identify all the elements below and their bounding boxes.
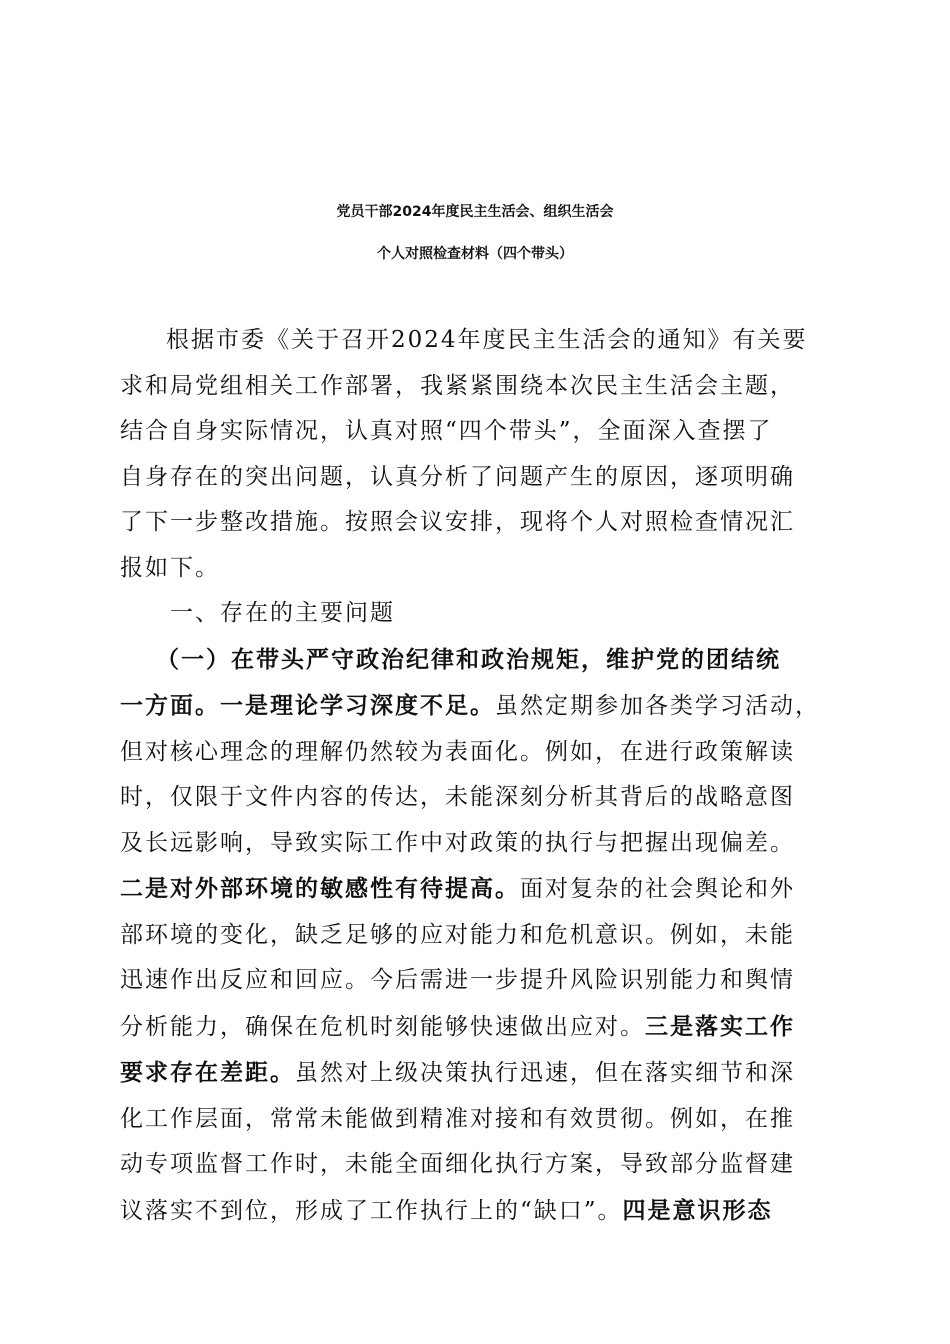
paragraph-text: 议落实不到位，形成了工作执行上的“缺口”。	[120, 1197, 623, 1224]
paragraph-line	[120, 1004, 820, 1051]
problem-paragraph-1	[120, 637, 820, 1235]
paragraph-line: 迅速作出反应和回应。今后需进一步提升风险识别能力和舆情	[120, 967, 795, 993]
intro-line: 求和局党组相关工作部署，我紧紧围绕本次民主生活会主题，	[120, 372, 795, 399]
point-four-bold: 四是意识形态	[622, 1196, 773, 1224]
paragraph-line	[120, 683, 820, 730]
paragraph-line	[120, 866, 820, 913]
document-body	[120, 318, 820, 1234]
paragraph-text: 虽然对上级决策执行迅速，但在落实细节和深	[295, 1060, 795, 1086]
paragraph-text: 面对复杂的社会舆论和外	[520, 876, 795, 902]
paragraph-line	[120, 1050, 820, 1097]
document-title-line-1: 党员干部2024年度民主生活会、组织生活会	[336, 204, 614, 220]
paragraph-line: 及长远影响，导致实际工作中对政策的执行与把握出现偏差。	[120, 829, 795, 856]
intro-line: 根据市委《关于召开2024年度民主生活会的通知》有关要	[166, 327, 808, 353]
intro-line: 了下一步整改措施。按照会议安排，现将个人对照检查情况汇	[120, 509, 795, 535]
paragraph-line	[120, 1188, 820, 1235]
intro-line: 报如下。	[120, 554, 220, 581]
intro-line: 自身存在的突出问题，认真分析了问题产生的原因，逐项明确	[120, 463, 795, 490]
section-heading-main-problems: 一、存在的主要问题	[170, 600, 395, 626]
point-one-bold: 一方面。一是理论学习深度不足。	[120, 692, 495, 719]
paragraph-text: 虽然定期参加各类学习活动，	[495, 693, 820, 719]
point-three-bold-cont: 要求存在差距。	[120, 1059, 295, 1086]
paragraph-line: 部环境的变化，缺乏足够的应对能力和危机意识。例如，未能	[120, 921, 795, 948]
intro-paragraph	[120, 318, 820, 591]
paragraph-line: 时，仅限于文件内容的传达，未能深刻分析其背后的战略意图	[120, 784, 795, 810]
intro-line: 结合自身实际情况，认真对照“四个带头”，全面深入查摆了	[120, 418, 773, 444]
paragraph-text: 分析能力，确保在危机时刻能够快速做出应对。	[120, 1013, 645, 1040]
paragraph-line: 化工作层面，常常未能做到精准对接和有效贯彻。例如，在推	[120, 1105, 795, 1132]
paragraph-line: 但对核心理念的理解仍然较为表面化。例如，在进行政策解读	[120, 738, 795, 765]
point-three-bold: 三是落实工作	[645, 1012, 795, 1040]
point-two-bold: 二是对外部环境的敏感性有待提高。	[120, 875, 520, 902]
document-title-line-2: 个人对照检查材料（四个带头）	[377, 246, 573, 262]
subheading-bold: （一）在带头严守政治纪律和政治规矩，维护党的团结统	[156, 645, 781, 673]
paragraph-line	[120, 637, 820, 684]
paragraph-line: 动专项监督工作时，未能全面细化执行方案，导致部分监督建	[120, 1151, 795, 1177]
